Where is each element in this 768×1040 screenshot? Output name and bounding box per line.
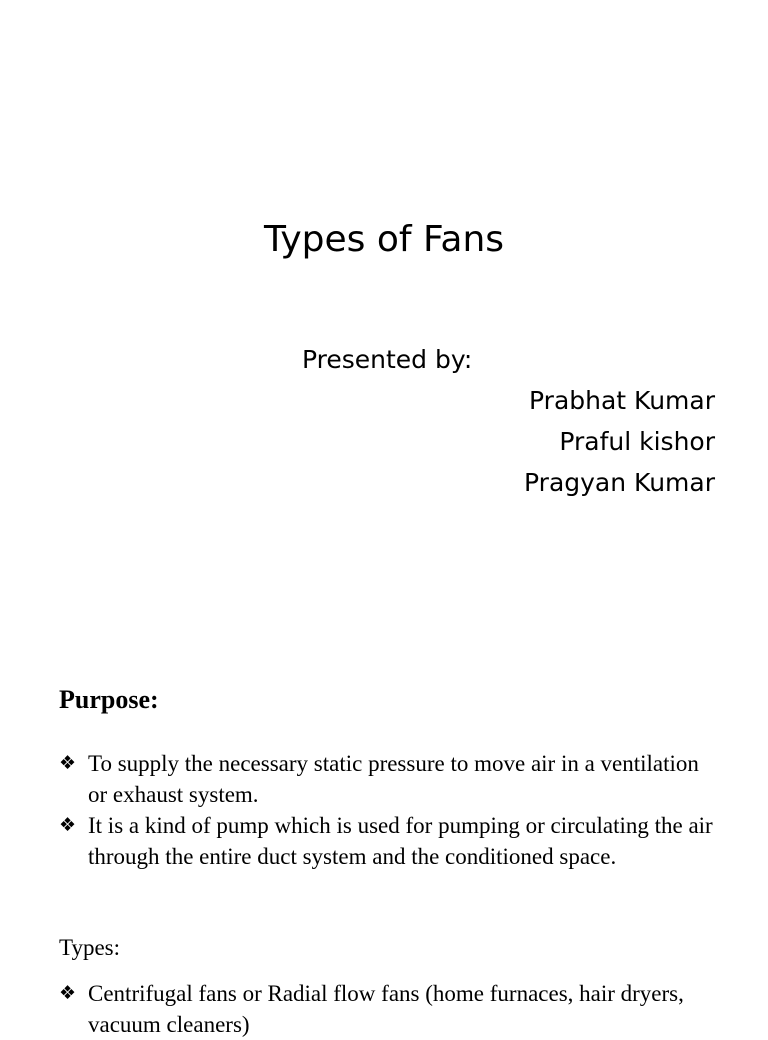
author-name: Pragyan Kumar (524, 468, 715, 497)
diamond-bullet-icon: ❖ (59, 982, 77, 1004)
bullet-text: Centrifugal fans or Radial flow fans (home furnaces, hair dryers, vacuum cleaners) (88, 981, 684, 1037)
purpose-slide (0, 576, 768, 1037)
author-name: Prabhat Kumar (529, 386, 715, 415)
author-name: Praful kishor (559, 427, 715, 456)
types-label: Types: (59, 935, 120, 960)
diamond-bullet-icon: ❖ (59, 814, 77, 836)
list-item (59, 810, 719, 872)
purpose-bullet-list (59, 748, 719, 872)
list-item (59, 978, 719, 1040)
list-item (59, 748, 719, 810)
slide-title: Types of Fans (263, 219, 505, 260)
author-list (524, 380, 715, 503)
purpose-heading: Purpose: (59, 685, 159, 714)
diamond-bullet-icon: ❖ (59, 752, 77, 774)
bullet-text: It is a kind of pump which is used for pumping or circulating the air through the entire duct system and the conditioned space. (88, 813, 713, 869)
types-bullet-list (59, 978, 719, 1040)
bullet-text: To supply the necessary static pressure to move air in a ventilation or exhaust system. (88, 751, 699, 807)
presented-by-label: Presented by: (302, 345, 473, 374)
